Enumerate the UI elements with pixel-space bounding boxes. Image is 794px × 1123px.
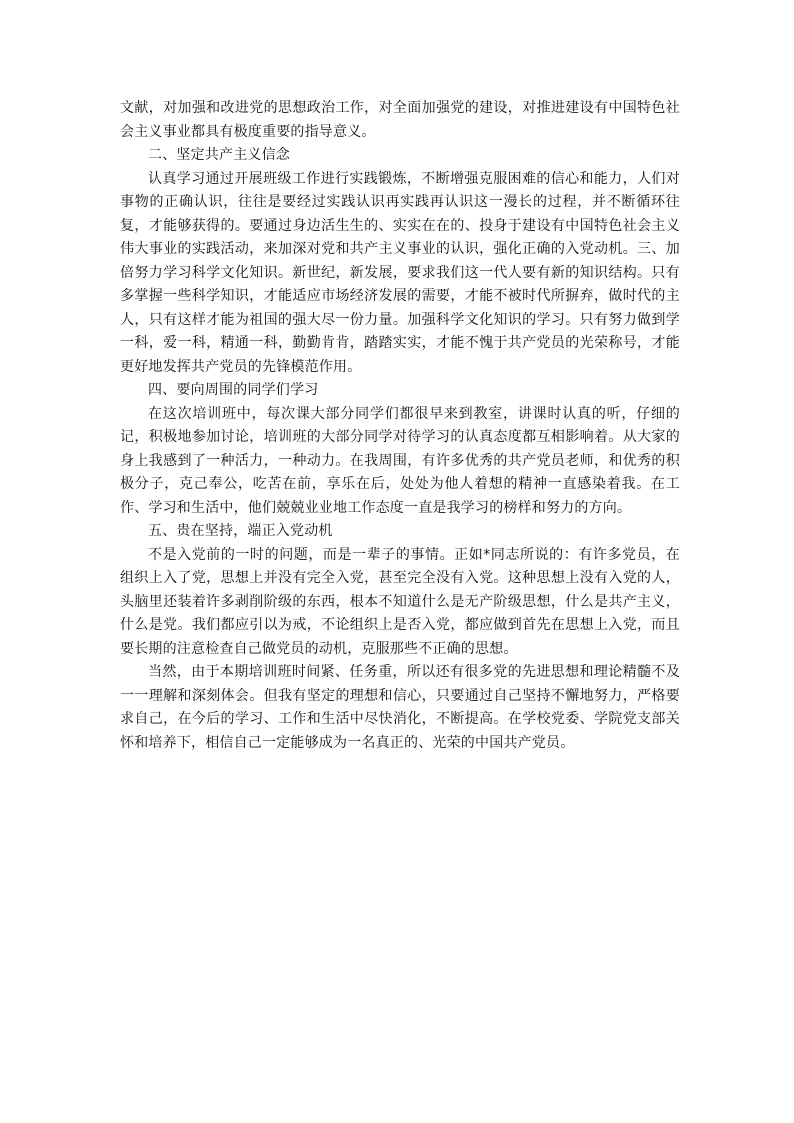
body-paragraph: 在这次培训班中，每次课大部分同学们都很早来到教室，讲课时认真的听，仔细的记，积极地参加讨论，培训班的大部分同学对待学习的认真态度都互相影响着。从大家的身上我感到了一种活力，一种动力。在我周围，有许多优秀的共产党员老师，和优秀的积极分子，克己奉公，吃苦在前，享乐在后，处处为他人着想的精神一直感染着我。在工作、学习和生活中，他们兢兢业业地工作态度一直是我学习的榜样和努力的方向。 [120,405,680,516]
document-page [120,97,680,755]
section-heading: 二、坚定共产主义信念 [148,147,290,163]
body-paragraph: 不是入党前的一时的问题，而是一辈子的事情。正如*同志所说的：有许多党员，在组织上入了党，思想上并没有完全入党，甚至完全没有入党。这种思想上没有入党的人，头脑里还装着许多剥削阶级的东西，根本不知道什么是无产阶级思想，什么是共产主义，什么是党。我们都应引以为戒，不论组织上是否入党，都应做到首先在思想上入党，而且要长期的注意检查自己做党员的动机，克服那些不正确的思想。 [120,546,680,657]
body-paragraph: 认真学习通过开展班级工作进行实践锻炼，不断增强克服困难的信心和能力，人们对事物的正确认识，往往是要经过实践认识再实践再认识这一漫长的过程，并不断循环往复，才能够获得的。要通过身边活生生的、实实在在的、投身于建设有中国特色社会主义伟大事业的实践活动，来加深对党和共产主义事业的认识，强化正确的入党动机。三、加倍努力学习科学文化知识。新世纪，新发展，要求我们这一代人要有新的知识结构。只有多掌握一些科学知识，才能适应市场经济发展的需要，才能不被时代所摒弃，做时代的主人，只有这样才能为祖国的强大尽一份力量。加强科学文化知识的学习。只有努力做到学一科，爱一科，精通一科，勤勤肯肯，踏踏实实，才能不愧于共产党员的光荣称号，才能更好地发挥共产党员的先锋模范作用。 [120,170,680,375]
body-paragraph: 文献，对加强和改进党的思想政治工作，对全面加强党的建设，对推进建设有中国特色社会主义事业都具有极度重要的指导意义。 [120,100,680,140]
section-heading: 五、贵在坚持，端正入党动机 [148,523,333,539]
section-heading: 四、要向周围的同学们学习 [148,382,319,398]
body-paragraph: 当然，由于本期培训班时间紧、任务重，所以还有很多党的先进思想和理论精髓不及一一理解和深刻体会。但我有坚定的理想和信心，只要通过自己坚持不懈地努力，严格要求自己，在今后的学习、工作和生活中尽快消化，不断提高。在学校党委、学院党支部关怀和培养下，相信自己一定能够成为一名真正的、光荣的中国共产党员。 [120,664,680,751]
